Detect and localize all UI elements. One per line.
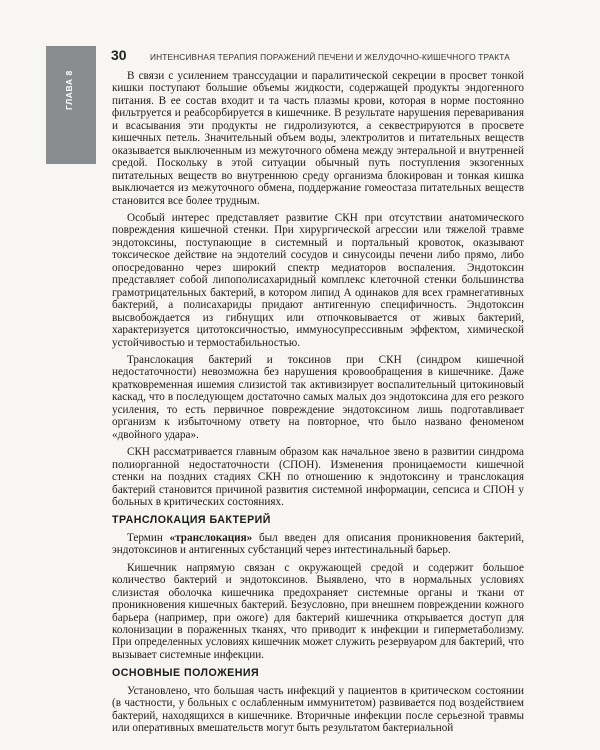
running-header: ИНТЕНСИВНАЯ ТЕРАПИЯ ПОРАЖЕНИЙ ПЕЧЕНИ И ЖЕЛУДОЧНО-КИШЕЧНОГО ТРАКТА xyxy=(150,52,510,62)
section-heading: ТРАНСЛОКАЦИЯ БАКТЕРИЙ xyxy=(112,514,271,527)
page-body xyxy=(112,70,524,740)
bold-term: «транслокация» xyxy=(169,531,253,544)
paragraph: Особый интерес представляет развитие СКН при отсутствии анатомического повреждения кишечной стенки. При хирургической агрессии или тяжелой травме эндотоксины, поступающие в системный и портальный кровоток, оказывают токсическое действие на эндотелий сосудов и синусоиды печени либо прямо, либо опосредованно через широкий спектр медиаторов воспаления. Эндотоксин представляет собой липополисахаридный комплекс клеточной стенки большинства грамотрицательных бактерий, в котором липид А одинаков для всех грамнегативных бактерий, а полисахариды придают антигенную специфичность. Эндотоксин высвобождается из гибнущих или отпочковывается от живых бактерий, характеризуется цитотоксичностью, иммуносупрессивным эффектом, химической устойчивостью и термостабильностью. xyxy=(112,211,524,349)
paragraph xyxy=(112,532,524,557)
chapter-label: ГЛАВА 8 xyxy=(64,70,74,110)
paragraph: В связи с усилением транссудации и паралитической секреции в просвет тонкой кишки поступают большие объемы жидкости, содержащей продукты эндогенного питания. В ее состав входит и та часть плазмы крови, которая в норме постоянно фильтруется и реабсорбируется в кишечнике. В результате нарушения переваривания и всасывания эти продукты не гидролизуются, а секвестрируются в просвете кишечных петель. Значительный объем воды, электролитов и питательных веществ оказывается выключенным из межуточного обмена между энтеральной и внутренней средой. Поскольку в этой ситуации обычный путь поступления экзогенных питательных веществ во внутреннюю среду организма блокирован и тонкая кишка выключается из межуточного обмена, поддержание гомеостаза питательных веществ становится все более трудным. xyxy=(112,70,524,207)
paragraph: Установлено, что большая часть инфекций у пациентов в критическом состоянии (в частности, у больных с ослабленным иммунитетом) развивается под воздействием бактерий, находящихся в кишечнике. Вторичные инфекции после серьезной травмы или оперативных вмешательств могут быть результатом бактериальной xyxy=(112,684,524,735)
paragraph: Кишечник напрямую связан с окружающей средой и содержит большое количество бактерий и эндотоксинов. Выявлено, что в нормальных условиях слизистая оболочка кишечника предохраняет системные органы и ткани от проникновения кишечных бактерий. Безусловно, при внешнем повреждении кожного барьера (например, при ожоге) для бактерий кишечника открывается доступ для колонизации в пораженных тканях, что приводит к инфекции и гиперметаболизму. При определенных условиях кишечник может служить резервуаром для бактерий, что вызывает системные инфекции. xyxy=(112,561,524,661)
section-heading: ОСНОВНЫЕ ПОЛОЖЕНИЯ xyxy=(112,667,260,680)
page-number: 30 xyxy=(111,47,127,63)
paragraph: СКН рассматривается главным образом как начальное звено в развитии синдрома полиорганной недостаточности (СПОН). Изменения проницаемости кишечной стенки на поздних стадиях СКН по отношению к эндотоксину и транслокация бактерий становится причиной развития системной информации, сепсиса и СПОН у больных в критических состояниях. xyxy=(112,446,524,508)
paragraph: Транслокация бактерий и токсинов при СКН (синдром кишечной недостаточности) невозможна без нарушения кровообращения в кишечнике. Даже кратковременная ишемия слизистой так активизирует воспалительный цитокиновый каскад, что в последующем достаточно самых малых доз эндотоксина для его резкого усиления, то есть первичное повреждение эндотоксином лишь подготавливает организм к избыточному ответу на повторное, что было названо феноменом «двойного удара». xyxy=(112,353,524,441)
paragraph-text: был введен для описания проникновения бактерий, эндотоксинов и антигенных субстанций через интестинальный барьер. xyxy=(112,531,524,557)
paragraph-text: Термин xyxy=(127,531,170,544)
